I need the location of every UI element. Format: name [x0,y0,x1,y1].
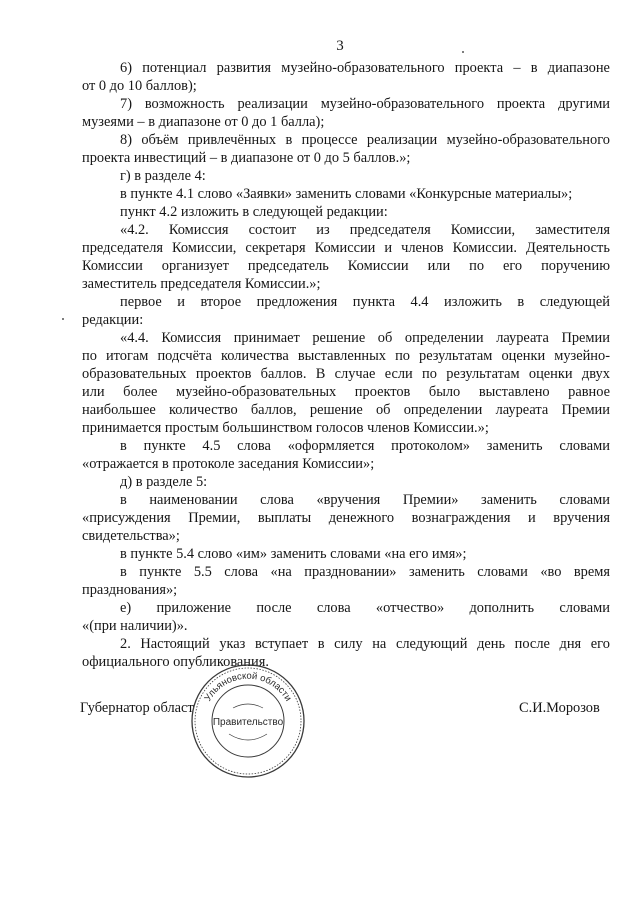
text-line: д) в разделе 5: [120,474,208,490]
text-line: в наименовании слова «вручения Премии» заменить словами [120,492,610,508]
text-line: празднования»; [82,582,178,598]
text-line: образовательных проектов баллов. В случае если по результатам оценки двух [82,366,610,382]
seal-center-text: Правительство [212,717,284,728]
text-line: проекта инвестиций – в диапазоне от 0 до 5 баллов.»; [82,150,411,166]
text-line: 6) потенциал развития музейно-образовательного проекта – в диапазоне [120,60,610,76]
text-line: 7) возможность реализации музейно-образовательного проекта другими [120,96,610,112]
text-line: Комиссии организует председатель Комиссии или по его поручению [82,258,610,274]
official-seal-stamp [189,662,307,780]
signature-position: Губернатор област [80,700,194,716]
text-line: «присуждения Премии, выплаты денежного вознаграждения и вручения [82,510,610,526]
page-number: 3 [336,38,344,54]
text-line: в пункте 5.5 слова «на праздновании» заменить словами «во время [120,564,610,580]
text-line: в пункте 4.1 слово «Заявки» заменить словами «Конкурсные материалы»; [120,186,573,202]
text-line: 8) объём привлечённых в процессе реализации музейно-образовательного [120,132,610,148]
text-line: е) приложение после слова «отчество» дополнить словами [120,600,610,616]
text-line: редакции: [82,312,144,328]
text-line: музеями – в диапазоне от 0 до 1 балла); [82,114,325,130]
text-line: от 0 до 10 баллов); [82,78,197,94]
text-line: в пункте 5.4 слово «им» заменить словами «на его имя»; [120,546,467,562]
text-line: по итогам подсчёта количества выставленных по результатам оценки музейно- [82,348,610,364]
text-line: первое и второе предложения пункта 4.4 изложить в следующей [120,294,610,310]
text-line: г) в разделе 4: [120,168,206,184]
text-line: 2. Настоящий указ вступает в силу на следующий день после дня его [120,636,610,652]
text-line: принимается простым большинством голосов членов Комиссии.»; [82,420,489,436]
text-line: председателя Комиссии, секретаря Комиссии и членов Комиссии. Деятельность [82,240,610,256]
text-line: свидетельства»; [82,528,180,544]
text-line: «4.4. Комиссия принимает решение об определении лауреата Премии [120,330,610,346]
signature-name: С.И.Морозов [519,700,600,716]
text-line: «4.2. Комиссия состоит из председателя Комиссии, заместителя [120,222,610,238]
text-line: «(при наличии)». [82,618,188,634]
text-line: или более музейно-образовательных проектов было выставлено равное [82,384,610,400]
text-line: заместитель председателя Комиссии.»; [82,276,321,292]
text-line: пункт 4.2 изложить в следующей редакции: [120,204,388,220]
text-line: наибольшее количество баллов, решение об определении лауреата Премии [82,402,610,418]
scan-speck [62,318,64,320]
svg-text:Ульяновской области: Ульяновской области [202,670,294,704]
scan-speck [462,51,464,53]
text-line: официального опубликования. [82,654,269,670]
text-line: «отражается в протоколе заседания Комиссии»; [82,456,375,472]
text-line: в пункте 4.5 слова «оформляется протоколом» заменить словами [120,438,610,454]
